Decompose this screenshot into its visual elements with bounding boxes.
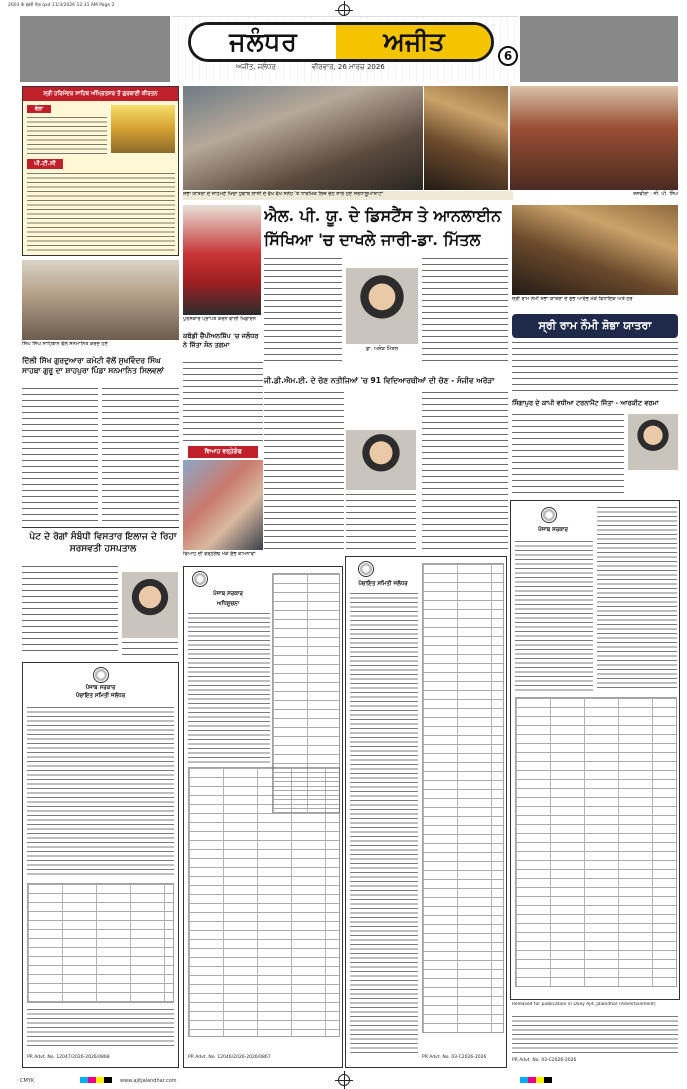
athlete-story-text bbox=[183, 362, 263, 442]
center-story-col-3 bbox=[422, 258, 508, 362]
dr-mittal-caption: ਡਾ. ਅਸ਼ੋਕ ਮਿੱਤਲ bbox=[366, 346, 398, 352]
color-swatch bbox=[520, 1077, 528, 1083]
notice-right-gov: ਪੰਜਾਬ ਸਰਕਾਰ bbox=[538, 527, 568, 533]
masthead-building-photo-left bbox=[20, 16, 170, 82]
photo-anniversary-couple bbox=[183, 460, 263, 550]
left-story-col-1 bbox=[22, 388, 98, 524]
punjab-emblem-icon bbox=[541, 507, 557, 523]
notice-center-right-pr-code: PR Advt. No. 03-C2026-2026 bbox=[422, 1055, 487, 1060]
gurbani-schedule-box bbox=[22, 86, 179, 256]
color-swatch bbox=[544, 1077, 552, 1083]
notice-left-footer-text bbox=[27, 1009, 174, 1049]
ptc-schedule-text bbox=[27, 173, 175, 251]
left-story-headline: ਦਿੱਲੀ ਸਿੱਖ ਗੁਰਦੁਆਰਾ ਕਮੇਟੀ ਵੱਲੋਂ ਸੁਖਵਿੰਦਰ ਸਿੰਘ ਸਾਹਬਾ ਗੁਰੂ ਦਾ ਸ਼ਾਹਪੁਰਾ ਪਿੰਡਾ ਸਨਮਾਨਿਤ ਸਿਲਵਲਾਂ bbox=[22, 356, 164, 375]
gurbani-box-text bbox=[27, 117, 107, 155]
center-main-headline: ਐਲ. ਪੀ. ਯੂ. ਦੇ ਡਿਸਟੈਂਸ ਤੇ ਆਨਲਾਈਨ ਸਿੱਖਿਆ 'ਚ ਦਾਖਲੇ ਜਾਰੀ-ਡਾ. ਮਿੱਤਲ bbox=[264, 206, 502, 249]
right-photo-caption: ਸ੍ਰੀ ਰਾਮ ਨੌਮੀ ਸ਼ੋਭਾ ਯਾਤਰਾ ਦੇ ਸ਼ੁਭ ਆਰੰਭ ਮੌਕੇ ਵਿਧਾਇਕ ਅਤੇ ਹੋਰ bbox=[512, 296, 633, 302]
notice-center-right-dept: ਪੰਚਾਇਤ ਸਮਿਤੀ ਜਲੰਧਰ bbox=[358, 581, 408, 587]
page-footer bbox=[0, 1074, 687, 1089]
color-swatch bbox=[80, 1077, 88, 1083]
notice-left bbox=[22, 662, 179, 1068]
page-number: 6 bbox=[498, 46, 518, 66]
tournament-headline: ਸਿੰਗਾਪੁਰ ਦੇ ਕਾਪੀ ਵਧੀਆ ਟਰਨਾਮੈਂਟ ਜਿੱਤਾ - ਆਰਕੀਟ ਵਰਮਾ bbox=[512, 399, 659, 407]
notice-right-text-2 bbox=[597, 507, 677, 691]
masthead-building-photo-right bbox=[520, 16, 678, 82]
color-swatch bbox=[536, 1077, 544, 1083]
photo-shobha-yatra-leaders bbox=[512, 205, 678, 295]
footer-web: www.ajitjalandhar.com bbox=[120, 1078, 177, 1084]
golden-temple-photo bbox=[111, 105, 175, 153]
jdme-story-headline: ਜੀ.ਡੀ.ਐਮ.ਈ. ਦੇ ਚੋਣ ਨਤੀਜਿਆਂ 'ਚ 91 ਵਿਦਿਆਰਥੀਆਂ ਦੀ ਚੋਣ - ਸੰਜੀਵ ਅਰੋੜਾ bbox=[264, 376, 495, 385]
hospital-story-text bbox=[22, 566, 118, 656]
photo-dr-mittal bbox=[346, 268, 418, 344]
jdme-story-col-2 bbox=[346, 494, 416, 550]
hospital-story-headline: ਪੇਟ ਦੇ ਰੋਗਾਂ ਸੰਬੰਧੀ ਵਿਸਤਾਰ ਇਲਾਜ ਦੇ ਰਿਹਾ ਸਰਸਵਤੀ ਹਸਪਤਾਲ bbox=[29, 532, 177, 554]
jdme-story-col-1 bbox=[264, 392, 344, 550]
photo-athlete bbox=[183, 205, 261, 315]
athlete-photo-caption: ਪੁਰਸਕਾਰ ਪ੍ਰਾਪਤ ਕਰਨ ਵਾਲੀ ਖਿਡਾਰਨ bbox=[183, 316, 256, 322]
top-photo-caption: ਸ਼ੋਭਾ ਯਾਤਰਾ ਦੇ ਸਾਹਮਣੇ ਖਿਚਾ ਧੁਗਾਬ ਲਾਸੀ ਦੇ ਵੱਖ ਵੱਖ ਸਨੇਹ 'ਤੇ ਧਾਰਮਿਕ ਲਿਜ਼ ਚੇਹ ਸਾਰੇ ਹੋਏ ਸਰਧਾਲੂਆਂਸ਼ਾਟਾਂ bbox=[183, 191, 513, 200]
ram-navami-text bbox=[512, 342, 678, 392]
notice-center-gov: ਪੰਜਾਬ ਸਰਕਾਰ bbox=[213, 591, 243, 597]
hospital-story-text-2 bbox=[122, 642, 178, 658]
notice-left-dept: ਪੰਚਾਇਤ ਸਮਿਤੀ ਜਲੰਧਰ bbox=[75, 693, 126, 699]
notice-left-pr-code: PR Advt. No. 12047/2026-2026/0868 bbox=[27, 1055, 110, 1060]
notice-center-text bbox=[188, 613, 270, 763]
notice-center-right-table bbox=[422, 563, 504, 1033]
notice-center-right-text bbox=[350, 593, 418, 1053]
notice-right-table bbox=[515, 697, 677, 987]
divider bbox=[22, 527, 179, 528]
notice-center-title: ਅਧਿਸੂਚਨਾ bbox=[216, 601, 240, 607]
notice-left-text bbox=[27, 707, 174, 877]
photo-doctor-portrait bbox=[122, 572, 178, 638]
notice-left-table bbox=[27, 883, 174, 1003]
ram-navami-headline: ਸ੍ਰੀ ਰਾਮ ਨੌਮੀ ਸ਼ੋਭਾ ਯਾਤਰਾ bbox=[512, 314, 678, 338]
color-swatch bbox=[528, 1077, 536, 1083]
footer-text: CMYK bbox=[20, 1078, 35, 1084]
photo-procession-1 bbox=[183, 86, 423, 190]
notice-right-text-1 bbox=[515, 541, 593, 691]
top-photo-credit: ਤਸਵੀਰਾਂ : ਜੀ. ਪੀ. ਸਿੰਘ bbox=[632, 191, 678, 197]
notice-center-right bbox=[345, 556, 507, 1068]
color-swatch bbox=[104, 1077, 112, 1083]
athlete-story-headline: ਕਬੱਡੀ ਚੈਂਪੀਅਨਸ਼ਿੱਪ 'ਚ ਜਲੰਧਰ ਨੇ ਜਿੱਤਾ ਸੋਨ ਤਗਮਾ bbox=[183, 332, 259, 349]
crop-mark-icon bbox=[338, 4, 350, 16]
photo-arkit-verma bbox=[628, 414, 678, 470]
notice-left-gov: ਪੰਜਾਬ ਸਰਕਾਰ bbox=[85, 685, 116, 691]
photo-sanjeev-arora bbox=[346, 430, 416, 490]
gurbani-box-subtitle: ਵੇਲ਼ਾ bbox=[27, 105, 51, 113]
masthead-edition: ਅਜੀਤ, ਜਲੰਧਰ bbox=[236, 63, 276, 71]
jdme-story-col-3 bbox=[422, 392, 508, 550]
file-meta-line: 2603 के इंडरी पेज़ qxd 11/3/2026 12:31 AM Page 2 bbox=[8, 3, 115, 8]
masthead-subline bbox=[236, 63, 536, 72]
notice-right-footer-lines bbox=[512, 1016, 678, 1056]
tournament-text bbox=[512, 414, 624, 494]
punjab-emblem-icon bbox=[93, 667, 109, 683]
notice-right-pr-code: PR Advt. No. 03-C2026-2026 bbox=[512, 1058, 577, 1063]
notice-center-pr-code: PR Advt. No. 12046/2026-2026/0867 bbox=[188, 1055, 271, 1060]
punjab-emblem-icon bbox=[192, 571, 208, 587]
gurbani-box-title: ਸ੍ਰੀ ਹਰਿਮੰਦਰ ਸਾਹਿਬ ਅੰਮ੍ਰਿਤਸਰ ਤੋਂ ਗੁਰਬਾਣੀ ਕੀਰਤਨ bbox=[23, 87, 178, 101]
color-swatch bbox=[88, 1077, 96, 1083]
masthead-date: ਵੀਰਵਾਰ, 26 ਮਾਰਚ 2026 bbox=[311, 63, 385, 71]
anniversary-label: ਵਿਆਹ ਵਰ੍ਹੇਗੰਢ bbox=[188, 446, 258, 458]
masthead-logo bbox=[188, 22, 494, 62]
ptc-label: ਪੀ.ਟੀ.ਸੀ bbox=[27, 159, 63, 169]
photo-procession-2 bbox=[424, 86, 508, 190]
photo-honour-ceremony bbox=[22, 260, 179, 340]
punjab-emblem-icon bbox=[358, 561, 374, 577]
masthead-title-right: ਅਜੀਤ bbox=[336, 25, 492, 59]
center-story-col-1 bbox=[264, 258, 342, 362]
color-swatch bbox=[96, 1077, 104, 1083]
left-story-col-2 bbox=[102, 388, 179, 524]
masthead-title-left: ਜਲੰਧਰ bbox=[191, 25, 336, 59]
photo-procession-3 bbox=[510, 86, 678, 190]
notice-right-footer: Released for publication in Daily Ajit, Jalandhar (Advertisement) bbox=[512, 1002, 656, 1007]
notice-center-left bbox=[183, 566, 343, 1068]
notice-right bbox=[510, 500, 680, 1000]
left-photo-caption: ਸਿੰਘ ਸਿੰਘ ਸਾਹਿਬਾਨ ਵੱਲੋਂ ਸਨਮਾਨਿਤ ਕਰਦੇ ਹੋਏ bbox=[22, 341, 108, 347]
notice-center-table-2 bbox=[188, 767, 340, 1037]
anniversary-caption: ਵਿਆਹ ਦੀ ਵਰ੍ਹੇਗੰਢ ਮੌਕੇ ਸ਼ੁੱਭ ਕਾਮਨਾਵਾਂ bbox=[183, 551, 256, 557]
